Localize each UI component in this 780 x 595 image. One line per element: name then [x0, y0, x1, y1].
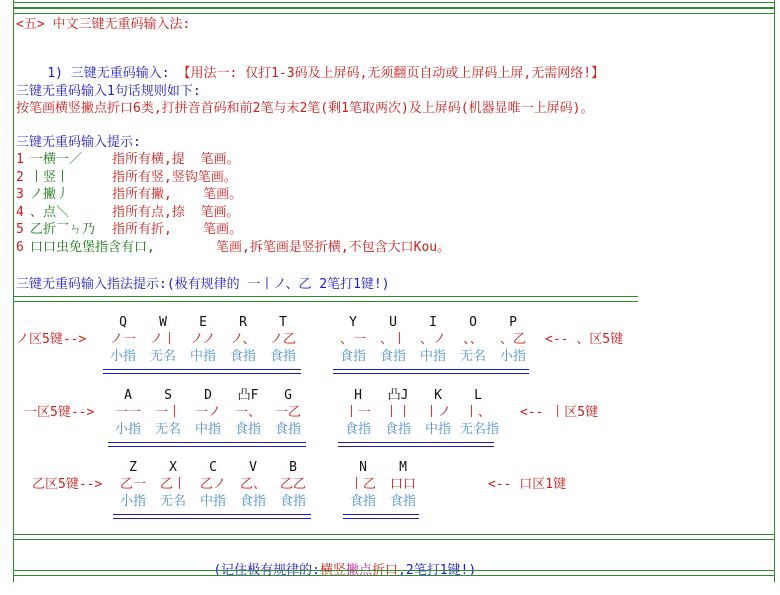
hint-description: 指所有竖,竖钩笔画。: [112, 169, 237, 185]
key-cap: X: [169, 460, 177, 475]
row-left-label: 乙区5键-->: [32, 477, 103, 492]
key-cap: R: [239, 315, 247, 330]
key-stroke: 、乙: [499, 332, 526, 347]
key-finger: 小指: [499, 349, 526, 364]
row-left-label: 一区5键-->: [24, 405, 95, 420]
key-cap: G: [284, 388, 292, 403]
key-finger: 无名: [154, 422, 181, 437]
finger-hint: 三键无重码输入指法提示:(极有规律的 一丨ノ、乙 2笔打1键!): [16, 277, 390, 292]
footer-open: (记住极有规律的:: [213, 563, 320, 578]
key-stroke: 一丨: [154, 405, 181, 420]
key-stroke: 丨丨: [384, 405, 411, 420]
key-stroke: ノ乙: [269, 332, 296, 347]
usage-note: 【用法一: 仅打1-3码及上屏码,无须翻页自动或上屏码上屏,无需网络!】: [177, 66, 605, 81]
hint-symbol: 口口虫免堡指含有口,: [30, 239, 155, 255]
key-cap: B: [289, 460, 297, 475]
row-right-label: <-- 丨区5键: [520, 405, 599, 420]
key-finger: 无名: [459, 349, 486, 364]
hint-description: 指所有点,捺 笔画。: [112, 204, 240, 220]
key-cap: P: [509, 315, 517, 330]
footer-word-horizontal: 横: [319, 563, 333, 578]
key-cap: C: [209, 460, 217, 475]
key-cap: 凸F: [237, 388, 259, 403]
hint-symbol: 乙折乛ㄣ乃: [30, 222, 96, 237]
top-rule-2: [14, 8, 774, 14]
key-stroke: 一乙: [274, 405, 301, 420]
key-finger: 中指: [199, 494, 226, 509]
key-finger: 食指: [274, 422, 301, 437]
key-cap: Y: [349, 315, 357, 330]
key-stroke: 丨乙: [349, 477, 376, 492]
hint-item: [16, 204, 240, 221]
hint-number: 5: [16, 222, 24, 237]
hint-symbol: ノ撇丿: [30, 187, 70, 202]
key-cap: H: [354, 388, 362, 403]
key-stroke: 乙丨: [159, 477, 186, 492]
key-finger: 中指: [419, 349, 446, 364]
key-stroke: 丨ノ: [424, 405, 451, 420]
key-finger: 小指: [119, 494, 146, 509]
hint-number: 1: [16, 152, 24, 167]
key-cap: 凸J: [387, 388, 409, 403]
key-finger: 食指: [339, 349, 366, 364]
left-group-underline: [103, 369, 301, 374]
hint-description: 笔画,拆笔画是竖折横,不包含大口Kou。: [216, 239, 451, 255]
key-cap: I: [429, 315, 437, 330]
right-group-underline: [338, 442, 494, 447]
key-finger: 食指: [239, 494, 266, 509]
rule-title: 三键无重码输入1句话规则如下:: [16, 84, 201, 99]
hint-number: 2: [16, 169, 24, 185]
hint-item: [16, 152, 240, 168]
key-finger: 中指: [194, 422, 221, 437]
key-finger: 中指: [189, 349, 216, 364]
key-cap: U: [389, 315, 397, 330]
key-stroke: 乙一: [119, 477, 146, 492]
key-stroke: 、、: [463, 332, 483, 347]
key-cap: Z: [129, 460, 137, 475]
hint-symbol: 一横一／: [30, 152, 83, 167]
hint-item: [16, 169, 237, 186]
right-group-underline: [333, 369, 529, 374]
key-finger: 食指: [229, 349, 256, 364]
key-cap: L: [474, 388, 482, 403]
key-finger: 小指: [109, 349, 136, 364]
keyboard-top-rule: [14, 296, 638, 302]
right-group-underline: [343, 514, 419, 519]
row-right-label: <-- 、区5键: [545, 332, 624, 347]
hint-item: [16, 222, 243, 238]
footer-close: ,2笔打1键!): [398, 563, 477, 578]
row-right-label: <-- 口区1键: [488, 477, 567, 492]
key-stroke: 口口: [389, 477, 416, 492]
key-stroke: 丨、: [464, 405, 491, 420]
hint-number: 6: [16, 239, 24, 255]
hints-title: 三键无重码输入提示:: [16, 135, 141, 150]
key-cap: K: [434, 388, 442, 403]
hint-description: 指所有横,提 笔画。: [112, 152, 240, 167]
key-cap: A: [124, 388, 132, 403]
hint-item: [16, 239, 451, 256]
key-cap: T: [279, 315, 287, 330]
key-finger: 食指: [379, 349, 406, 364]
bottom-rule: [14, 570, 774, 576]
hint-number: 3: [16, 187, 24, 202]
key-stroke: 一一: [114, 405, 141, 420]
left-group-underline: [108, 442, 306, 447]
key-cap: W: [159, 315, 167, 330]
rule-text: 按笔画横竖撇点折口6类,打拼音首码和前2笔与末2笔(剩1笔取两次)及上屏码(机器显唯一上屏码)。: [16, 101, 594, 116]
hint-item: [16, 187, 243, 203]
hint-symbol: 、点＼: [30, 204, 70, 220]
key-finger: 食指: [234, 422, 261, 437]
key-stroke: 乙ノ: [199, 477, 226, 492]
key-finger: 食指: [389, 494, 416, 509]
key-stroke: 、一: [339, 332, 366, 347]
footer-word-dot: 点: [359, 563, 373, 578]
hint-number: 4: [16, 204, 24, 220]
key-stroke: 丨一: [344, 405, 371, 420]
key-stroke: ノ一: [109, 332, 136, 347]
section-title: <五> 中文三键无重码输入法:: [16, 17, 191, 32]
key-cap: V: [249, 460, 257, 475]
footer-word-vertical: 竖: [332, 563, 346, 578]
key-cap: M: [399, 460, 407, 475]
key-cap: Q: [119, 315, 127, 330]
hint-symbol: 丨竖丨: [30, 169, 70, 185]
key-finger: 食指: [279, 494, 306, 509]
key-cap: S: [164, 388, 172, 403]
key-finger: 食指: [349, 494, 376, 509]
key-finger: 小指: [114, 422, 141, 437]
hint-description: 指所有撇, 笔画。: [112, 187, 243, 202]
key-cap: E: [199, 315, 207, 330]
key-stroke: 、丨: [379, 332, 406, 347]
key-stroke: 乙、: [239, 477, 266, 492]
hint-description: 指所有折, 笔画。: [112, 222, 243, 237]
footer-top-rule: [14, 534, 774, 540]
key-stroke: 一、: [234, 405, 261, 420]
key-stroke: ノ丨: [149, 332, 176, 347]
footer-word-fold: 折口: [372, 563, 399, 578]
key-finger: 无名: [159, 494, 186, 509]
key-finger: 食指: [344, 422, 371, 437]
left-group-underline: [113, 514, 311, 519]
key-stroke: 一ノ: [194, 405, 221, 420]
key-finger: 食指: [384, 422, 411, 437]
key-cap: O: [469, 315, 477, 330]
footer-word-left: 撇: [346, 563, 360, 578]
key-stroke: ノ、: [230, 332, 256, 347]
key-stroke: ノノ: [190, 332, 216, 347]
key-cap: N: [359, 460, 367, 475]
usage-label: 1) 三键无重码输入:: [47, 66, 170, 81]
key-stroke: 乙乙: [279, 477, 306, 492]
key-finger: 无名指: [460, 422, 500, 437]
key-finger: 中指: [424, 422, 451, 437]
key-stroke: 、ノ: [419, 332, 446, 347]
row-left-label: ノ区5键-->: [16, 332, 87, 347]
key-finger: 无名: [149, 349, 176, 364]
key-cap: D: [204, 388, 212, 403]
key-finger: 食指: [269, 349, 296, 364]
